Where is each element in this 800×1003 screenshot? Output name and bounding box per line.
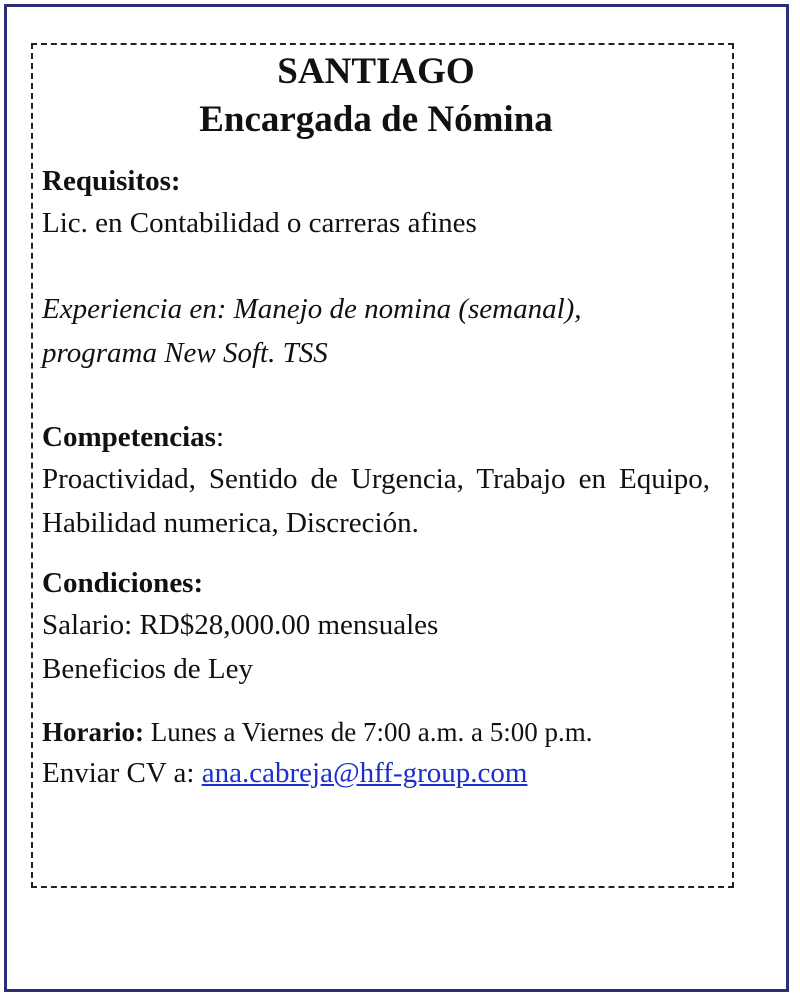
position-title: Encargada de Nómina [199,99,553,140]
requisitos-heading: Requisitos: [42,165,181,197]
city-title: SANTIAGO [277,51,475,92]
email-link[interactable]: ana.cabreja@hff-group.com [201,757,528,789]
contact-prefix: Enviar CV a: [42,757,202,789]
competencias-heading-label: Competencias [42,421,216,453]
requisitos-experience-line1: Experiencia en: Manejo de nomina (semanal), [42,293,582,325]
horario-value: Lunes a Viernes de 7:00 a.m. a 5:00 p.m. [143,717,593,747]
requisitos-experience-line2: programa New Soft. TSS [42,337,328,369]
requisitos-education: Lic. en Contabilidad o carreras afines [42,207,477,239]
competencias-heading-colon: : [215,421,225,453]
condiciones-salary: Salario: RD$28,000.00 mensuales [42,609,439,641]
competencias-text: Proactividad, Sentido de Urgencia, Trabajo en Equipo, Habilidad numerica, Discreción. [42,463,710,539]
condiciones-heading: Condiciones: [42,567,204,599]
contact-line [42,751,710,795]
horario-label: Horario: [42,717,144,747]
job-posting-content [42,48,710,795]
competencias-heading [42,417,710,457]
horario-line [42,713,710,751]
condiciones-benefits: Beneficios de Ley [42,653,253,685]
